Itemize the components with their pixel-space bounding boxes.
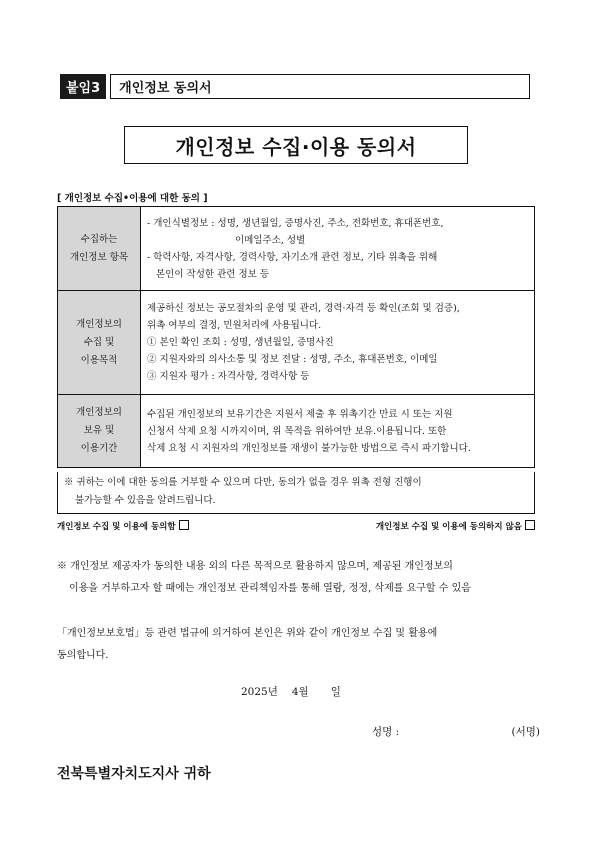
date-day: 일 xyxy=(330,686,341,698)
consent-options xyxy=(57,520,535,532)
table-row xyxy=(58,291,535,395)
date-month: 4월 xyxy=(291,686,309,698)
agree-label: 개인정보 수집 및 이용에 동의함 xyxy=(57,522,176,532)
row-label-purpose: 개인정보의 수집 및 이용목적 xyxy=(58,291,141,395)
agree-option[interactable] xyxy=(57,520,189,532)
addressee: 전북특별자치도지사 귀하 xyxy=(57,766,211,782)
section-heading: [ 개인정보 수집•이용에 대한 동의 ] xyxy=(57,193,208,204)
row-content-period: 수집된 개인정보의 보유기간은 지원서 제출 후 위촉기간 만료 시 또는 지원 신청서 삭제 요청 시까지이며, 위 목적을 위하여만 보유.이용됩니다. 또한 삭제 요청 시 지원자의 개인정보를 재생이 불가능한 방법으로 즉시 파기합니다. xyxy=(141,395,535,468)
usage-notice: ※ 개인정보 제공자가 동의한 내용 외의 다른 목적으로 활용하지 않으며, 제공된 개인정보의 이용을 거부하고자 할 때에는 개인정보 관리책임자를 통해 열람, 정정, 삭제를 요구할 수 있음 xyxy=(57,561,471,594)
disagree-checkbox[interactable] xyxy=(525,520,535,530)
attachment-header xyxy=(60,74,530,99)
row-content-items: - 개인식별정보 : 성명, 생년월일, 증명사진, 주소, 전화번호, 휴대폰번호, 이메일주소, 성별 - 학력사항, 자격사항, 경력사항, 자기소개 관련 정보, 기타 위촉을 위해 본인이 작성한 관련 정보 등 xyxy=(141,207,535,291)
disagree-label: 개인정보 수집 및 이용에 동의하지 않음 xyxy=(375,522,522,532)
row-label-items: 수집하는 개인정보 항목 xyxy=(58,207,141,291)
refusal-notice: ※ 귀하는 이에 대한 동의를 거부할 수 있으며 다만, 동의가 없을 경우 위촉 전형 진행이 불가능할 수 있음을 알려드립니다. xyxy=(57,472,535,514)
attachment-title: 개인정보 동의서 xyxy=(110,74,530,99)
agree-checkbox[interactable] xyxy=(179,520,189,530)
signature-label: 성명 : xyxy=(372,726,400,738)
signature-line xyxy=(372,724,540,739)
table-row xyxy=(58,395,535,468)
row-content-purpose: 제공하신 정보는 공모절차의 운영 및 관리, 경력·자격 등 확인(조회 및 검증), 위촉 여부의 결정, 민원처리에 사용됩니다. ① 본인 확인 조회 : 성명, 생년월일, 증명사진 ② 지원자와의 의사소통 및 정보 전달 : 성명, 주소, 휴대폰번호, 이메일 ③ 지원자 평가 : 자격사항, 경력사항 등 xyxy=(141,291,535,395)
row-label-period: 개인정보의 보유 및 이용기간 xyxy=(58,395,141,468)
table-row xyxy=(58,207,535,291)
date-year: 2025년 xyxy=(241,686,278,698)
consent-table xyxy=(57,206,535,468)
document-title: 개인정보 수집·이용 동의서 xyxy=(124,126,468,164)
disagree-option[interactable] xyxy=(376,520,535,532)
signing-date xyxy=(241,684,341,699)
attachment-tag: 붙임3 xyxy=(60,74,106,99)
law-consent-statement: 「개인정보보호법」등 관련 법규에 의거하여 본인은 위와 같이 개인정보 수집 및 활용에 동의합니다. xyxy=(57,628,438,661)
signature-field[interactable]: (서명) xyxy=(511,726,540,738)
